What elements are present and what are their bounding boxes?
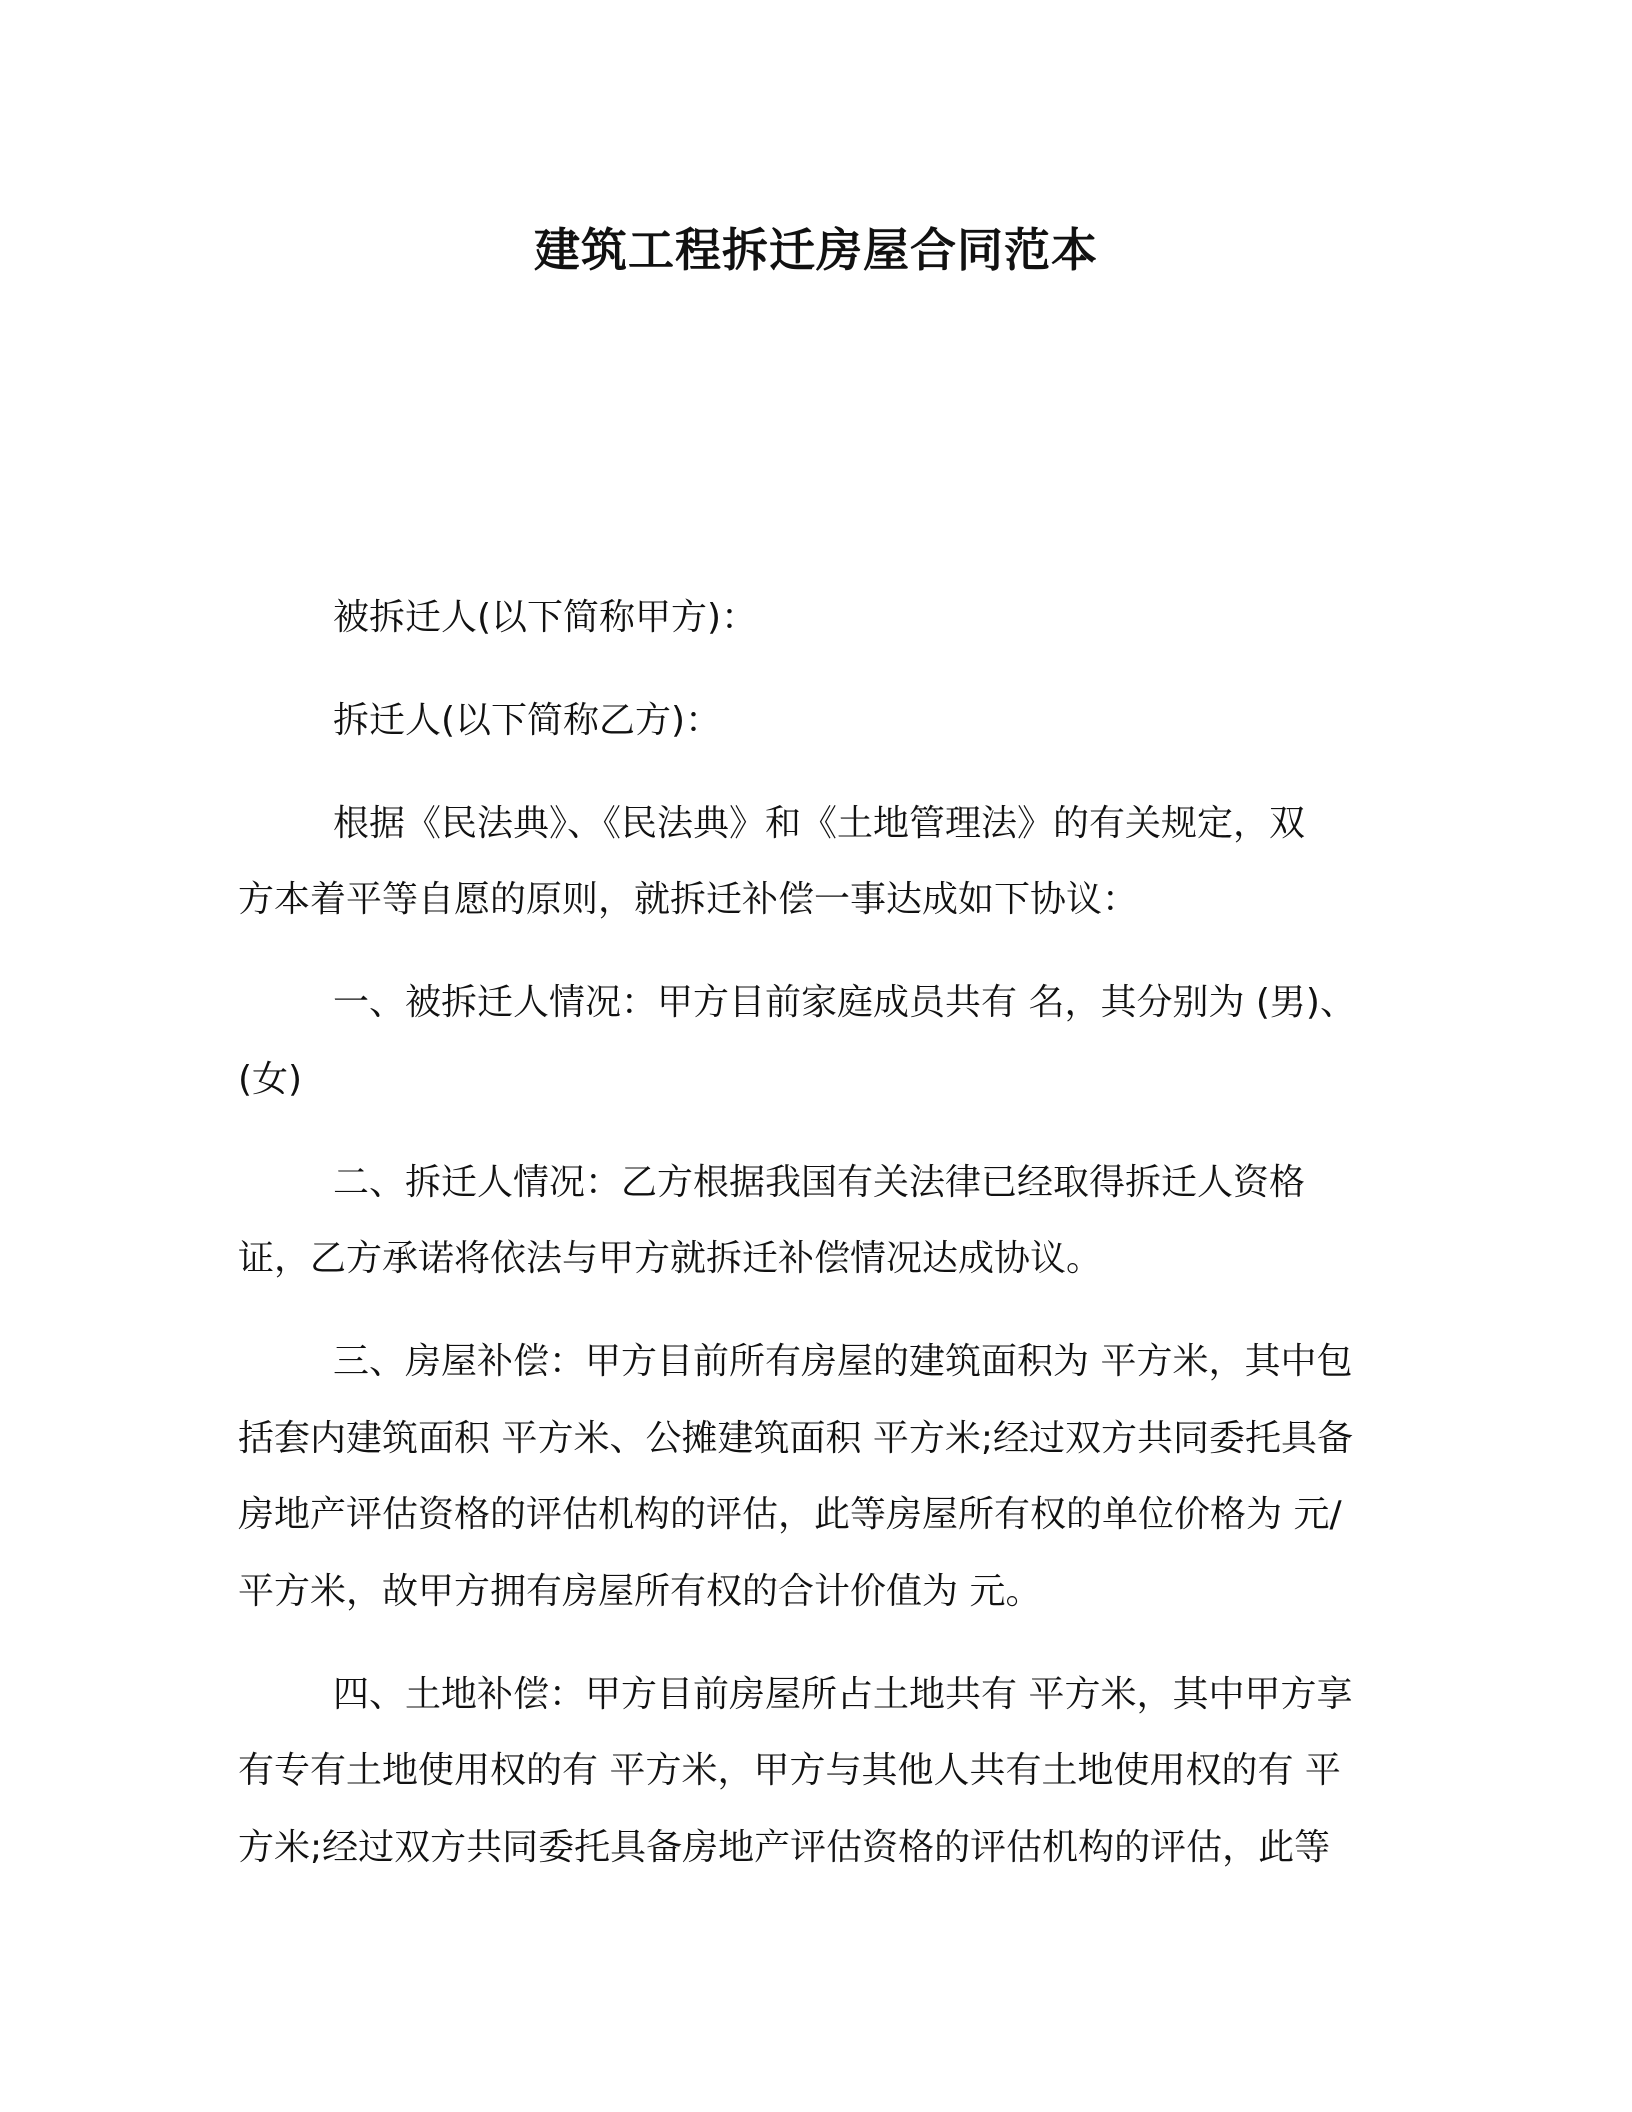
paragraph-line: 方米;经过双方共同委托具备房地产评估资格的评估机构的评估，此等 [238, 1827, 1331, 1868]
paragraph-line: 一、被拆迁人情况：甲方目前家庭成员共有 名，其分别为 (男)、 [333, 982, 1356, 1023]
document-title: 建筑工程拆迁房屋合同范本 [534, 223, 1098, 277]
paragraph-line: (女) [238, 1059, 303, 1100]
paragraph-line: 房地产评估资格的评估机构的评估，此等房屋所有权的单位价格为 元/ [238, 1494, 1342, 1535]
paragraph-line: 四、土地补偿：甲方目前房屋所占土地共有 平方米，其中甲方享 [333, 1674, 1353, 1715]
paragraph-line: 括套内建筑面积 平方米、公摊建筑面积 平方米;经过双方共同委托具备 [238, 1418, 1354, 1459]
paragraph-line: 根据《民法典》、《民法典》和《土地管理法》的有关规定，双 [333, 803, 1306, 844]
paragraph-line: 平方米，故甲方拥有房屋所有权的合计价值为 元。 [238, 1571, 1042, 1612]
paragraph-line: 拆迁人(以下简称乙方)： [333, 700, 722, 741]
paragraph-line: 方本着平等自愿的原则，就拆迁补偿一事达成如下协议： [238, 879, 1139, 920]
paragraph-line: 二、拆迁人情况：乙方根据我国有关法律已经取得拆迁人资格 [333, 1162, 1306, 1203]
paragraph-line: 三、房屋补偿：甲方目前所有房屋的建筑面积为 平方米，其中包 [333, 1341, 1353, 1382]
paragraph-line: 被拆迁人(以下简称甲方)： [333, 597, 758, 638]
paragraph-line: 有专有土地使用权的有 平方米，甲方与其他人共有土地使用权的有 平 [238, 1750, 1341, 1791]
paragraph-line: 证，乙方承诺将依法与甲方就拆迁补偿情况达成协议。 [238, 1238, 1103, 1279]
